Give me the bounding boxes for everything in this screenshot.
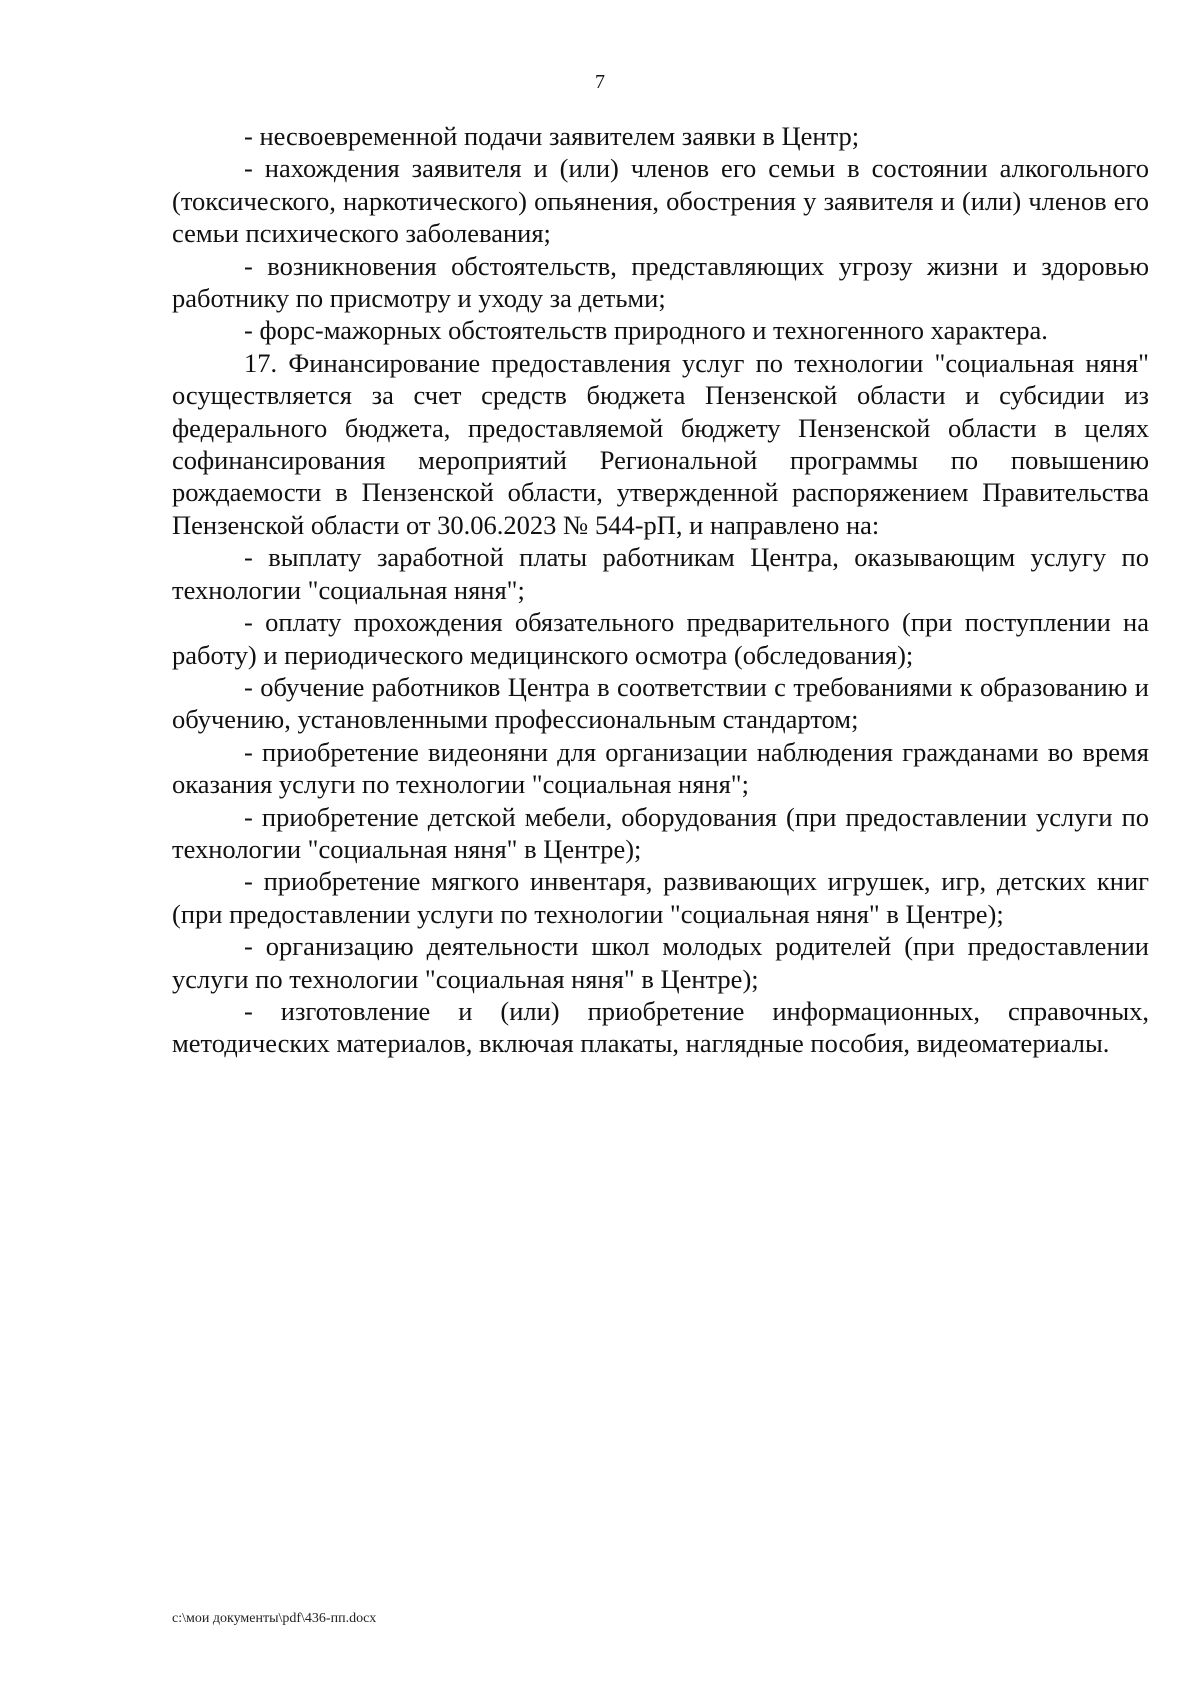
page-number: 7 bbox=[595, 71, 605, 93]
list-item-materials: - изготовление и (или) приобретение информационных, справочных, методических материалов, включая плакаты, наглядные пособия, видеоматериалы. bbox=[172, 995, 1149, 1059]
list-item-intoxication: - нахождения заявителя и (или) членов его семьи в состоянии алкогольного (токсического, наркотического) опьянения, обострения у заявителя и (или) членов его семьи психического заболевания; bbox=[172, 153, 1149, 249]
list-item-salary: - выплату заработной платы работникам Центра, оказывающим услугу по технологии "социальная няня"; bbox=[172, 542, 1149, 605]
list-item-toys: - приобретение мягкого инвентаря, развивающих игрушек, игр, детских книг (при предоставлении услуги по технологии "социальная няня" в Центре); bbox=[172, 866, 1149, 929]
list-item-parent-schools: - организацию деятельности школ молодых родителей (при предоставлении услуги по технологии "социальная няня" в Центре); bbox=[172, 931, 1149, 994]
list-item-threat-circumstances: - возникновения обстоятельств, представляющих угрозу жизни и здоровью работнику по присмотру и уходу за детьми; bbox=[172, 250, 1149, 314]
list-item-video-nanny: - приобретение видеоняни для организации наблюдения гражданами во время оказания услуги по технологии "социальная няня"; bbox=[172, 736, 1149, 800]
paragraph-17-financing: 17. Финансирование предоставления услуг по технологии "социальная няня" осуществляется за счет средств бюджета Пензенской области и субсидии из федерального бюджета, предоставляемой бюджету Пензенской области в целях софинансирования мероприятий Региональной программы по повышению рождаемости в Пензенской области, утвержденной распоряжением Правительства Пензенской области от 30.06.2023 № 544-рП, и направлено на: bbox=[172, 347, 1149, 540]
document-body bbox=[172, 120, 1149, 1060]
list-item-late-application: - несвоевременной подачи заявителем заявки в Центр; bbox=[244, 121, 860, 151]
list-item-medical-exam: - оплату прохождения обязательного предварительного (при поступлении на работу) и периодического медицинского осмотра (обследования); bbox=[172, 607, 1149, 670]
footer-file-path: c:\мои документы\pdf\436-пп.docx bbox=[172, 1611, 377, 1626]
list-item-furniture: - приобретение детской мебели, оборудования (при предоставлении услуги по технологии "социальная няня" в Центре); bbox=[172, 801, 1149, 864]
list-item-staff-training: - обучение работников Центра в соответствии с требованиями к образованию и обучению, установленными профессиональным стандартом; bbox=[172, 671, 1149, 735]
list-item-force-majeure: - форс-мажорных обстоятельств природного и техногенного характера. bbox=[244, 315, 1048, 346]
